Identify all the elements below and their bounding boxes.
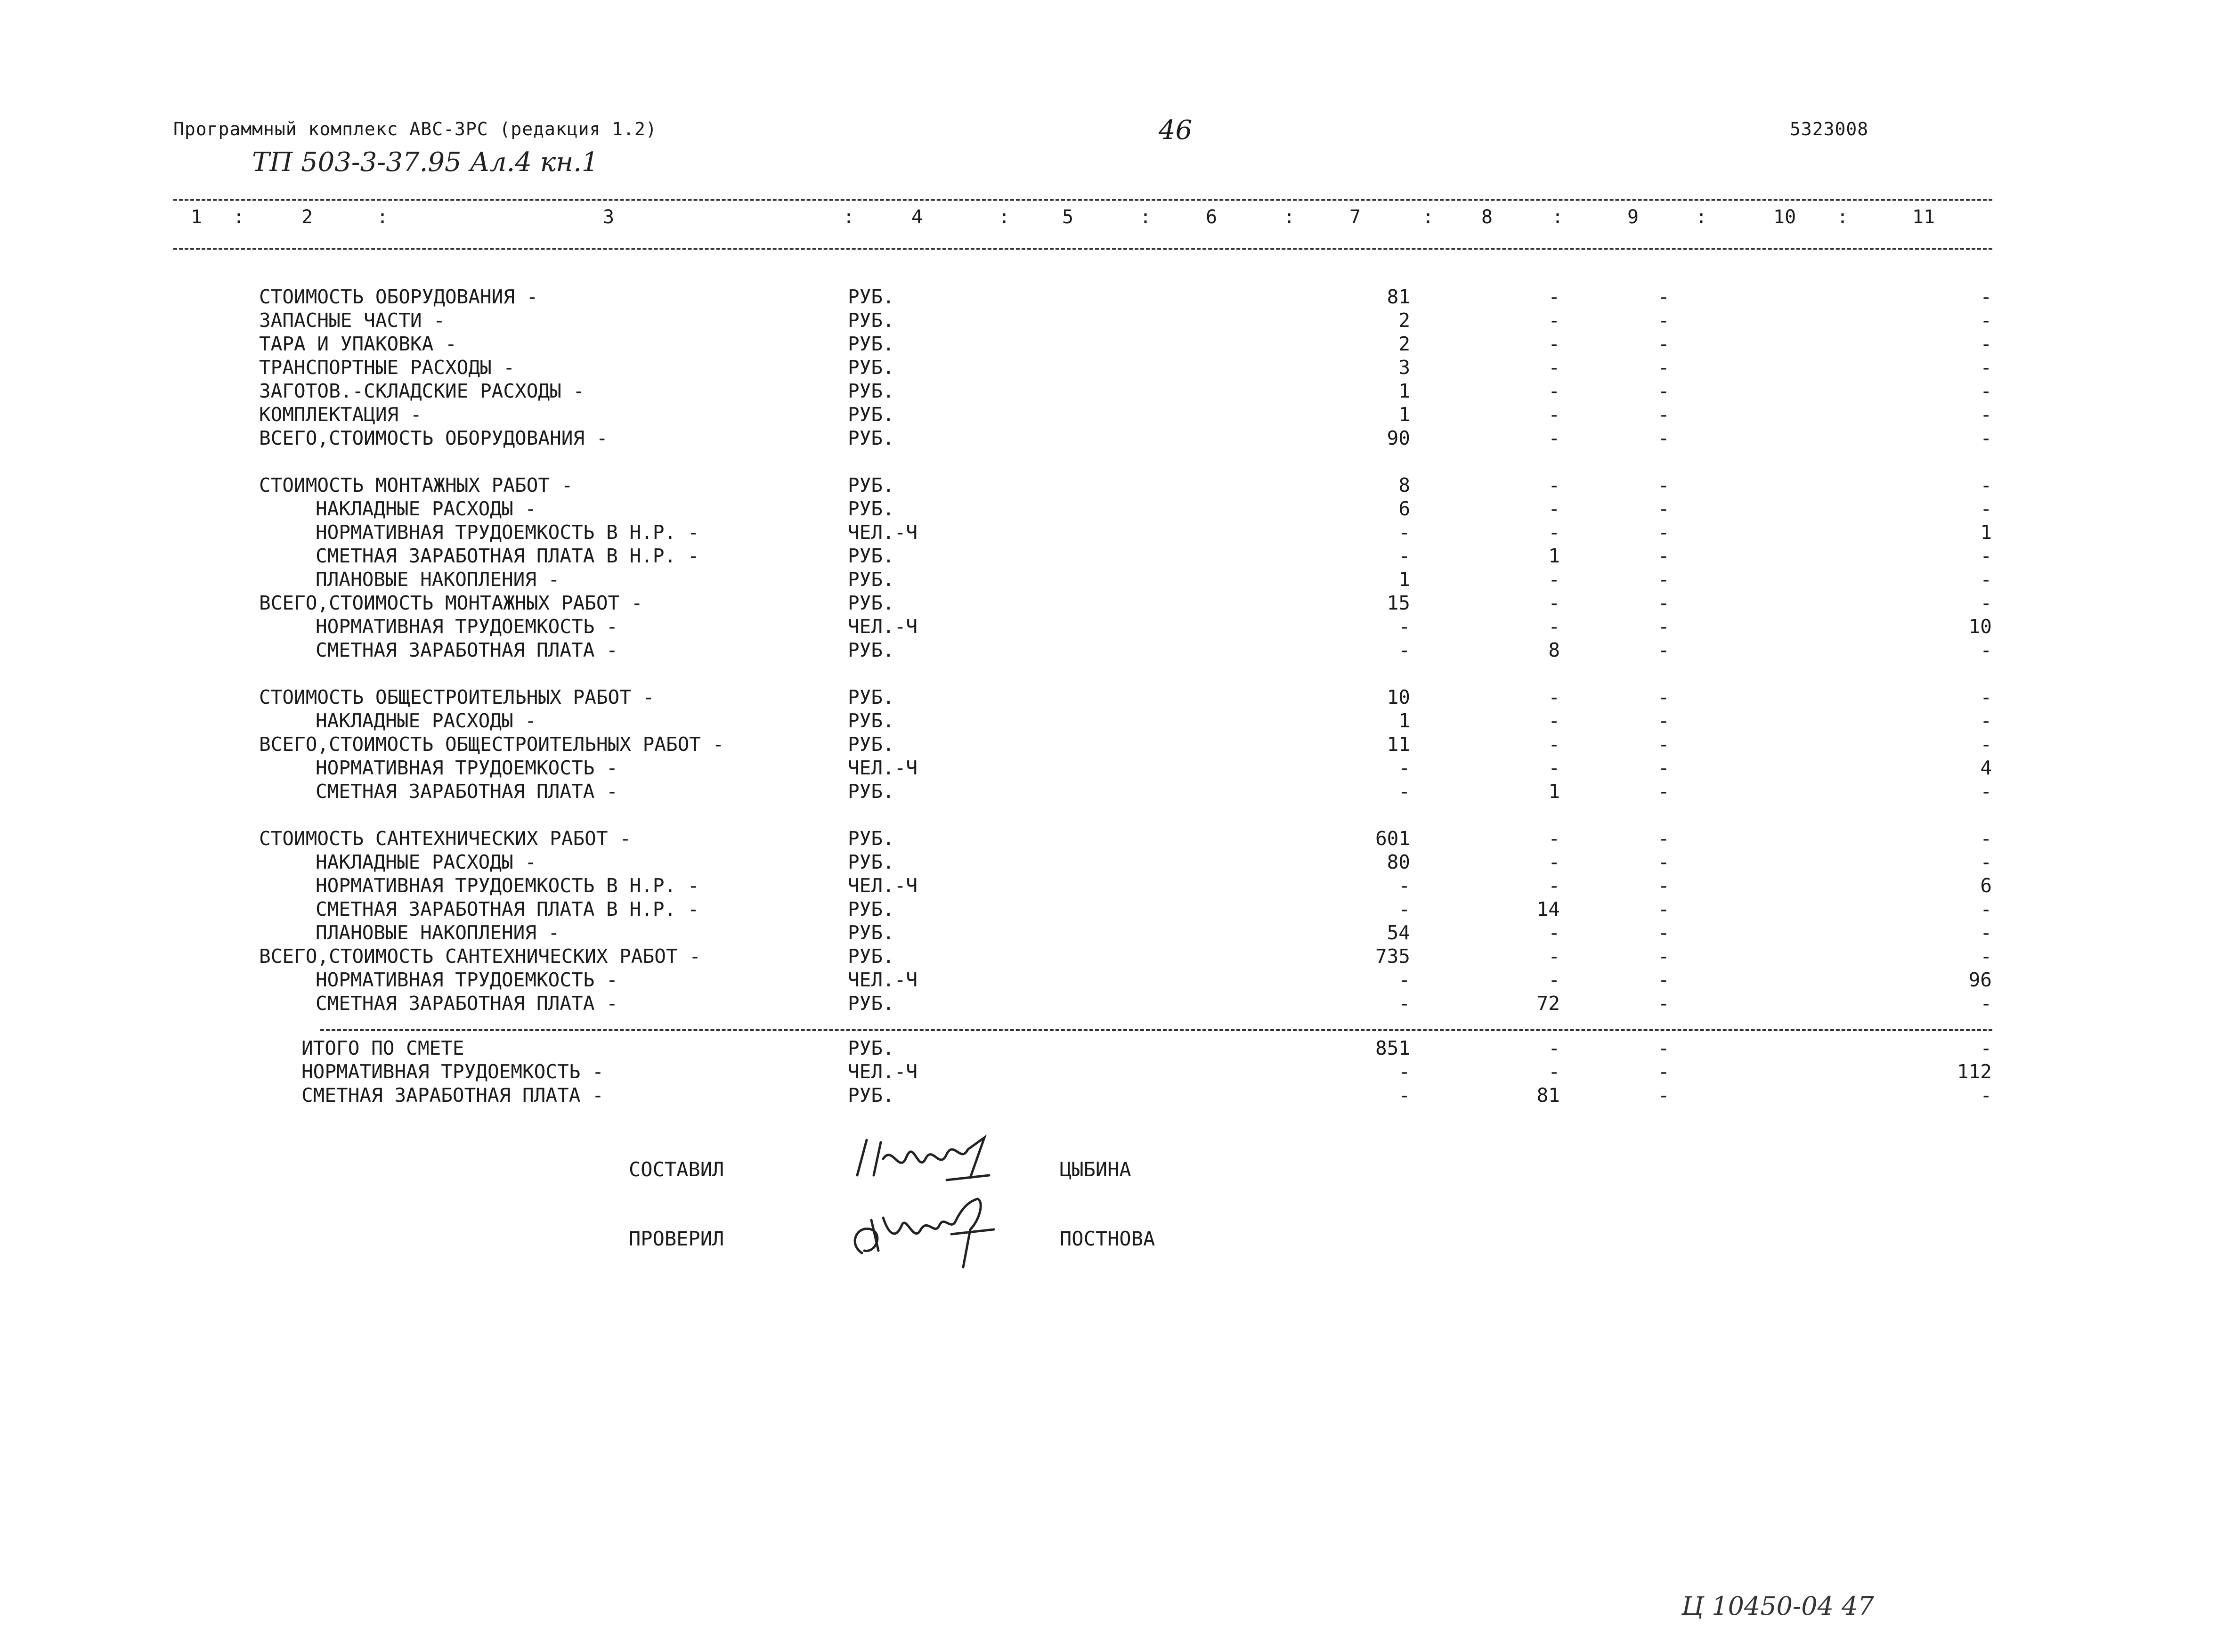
column-separator: : — [233, 206, 245, 228]
col9-value: - — [1658, 380, 1670, 402]
col7-value: - — [1398, 968, 1410, 991]
col7-value: 851 — [1375, 1037, 1410, 1059]
col11-value: - — [1980, 709, 1992, 732]
row-unit: РУБ. — [848, 1084, 894, 1107]
col11-value: - — [1980, 403, 1992, 426]
row-label: ПЛАНОВЫЕ НАКОПЛЕНИЯ - — [316, 921, 560, 944]
col7-value: 54 — [1387, 921, 1410, 944]
col7-value: 1 — [1398, 709, 1410, 732]
column-separator: : — [1422, 206, 1434, 228]
totals-row — [0, 1060, 2225, 1083]
col11-value: - — [1980, 427, 1992, 449]
col7-value: 1 — [1398, 568, 1410, 591]
col9-value: - — [1658, 568, 1670, 591]
checked-by-name: ПОСТНОВА — [1060, 1227, 1155, 1250]
col8-value: - — [1548, 592, 1560, 614]
table-row — [0, 568, 2225, 591]
row-label: СТОИМОСТЬ ОБОРУДОВАНИЯ - — [259, 285, 538, 308]
col7-value: - — [1398, 521, 1410, 544]
col9-value: - — [1658, 709, 1670, 732]
col9-value: - — [1658, 1037, 1670, 1059]
col9-value: - — [1658, 427, 1670, 449]
col7-value: - — [1398, 898, 1410, 920]
row-unit: ЧЕЛ.-Ч — [848, 757, 918, 779]
row-unit: ЧЕЛ.-Ч — [848, 615, 918, 638]
col7-value: - — [1398, 992, 1410, 1015]
col7-value: 8 — [1398, 474, 1410, 496]
col11-value: - — [1980, 639, 1992, 661]
col9-value: - — [1658, 686, 1670, 708]
compiled-signature — [848, 1131, 999, 1194]
col11-value: - — [1980, 780, 1992, 803]
row-unit: РУБ. — [848, 639, 894, 661]
col9-value: - — [1658, 403, 1670, 426]
col8-value: - — [1548, 521, 1560, 544]
column-number: 2 — [301, 206, 313, 228]
col11-value: - — [1980, 333, 1992, 355]
col11-value: - — [1980, 568, 1992, 591]
row-unit: РУБ. — [848, 403, 894, 426]
column-number: 3 — [603, 206, 615, 228]
col11-value: - — [1980, 921, 1992, 944]
col11-value: - — [1980, 474, 1992, 496]
col9-value: - — [1658, 1084, 1670, 1107]
row-label: ТРАНСПОРТНЫЕ РАСХОДЫ - — [259, 356, 515, 379]
col11-value: - — [1980, 733, 1992, 756]
row-label: СТОИМОСТЬ МОНТАЖНЫХ РАБОТ - — [259, 474, 573, 496]
table-row — [0, 897, 2225, 921]
col9-value: - — [1658, 992, 1670, 1015]
col11-value: - — [1980, 1037, 1992, 1059]
col8-value: - — [1548, 945, 1560, 968]
row-label: КОМПЛЕКТАЦИЯ - — [259, 403, 422, 426]
col7-value: 1 — [1398, 380, 1410, 402]
column-separator: : — [1552, 206, 1564, 228]
col9-value: - — [1658, 827, 1670, 850]
col9-value: - — [1658, 968, 1670, 991]
table-row — [0, 944, 2225, 968]
col11-value: - — [1980, 309, 1992, 332]
row-unit: РУБ. — [848, 709, 894, 732]
row-unit: РУБ. — [848, 356, 894, 379]
row-label: СМЕТНАЯ ЗАРАБОТНАЯ ПЛАТА - — [316, 992, 618, 1015]
column-separator: : — [1837, 206, 1849, 228]
col8-value: 14 — [1536, 898, 1560, 920]
row-unit: РУБ. — [848, 545, 894, 567]
table-row — [0, 685, 2225, 709]
col9-value: - — [1658, 898, 1670, 920]
row-label: НАКЛАДНЫЕ РАСХОДЫ - — [316, 709, 536, 732]
row-unit: РУБ. — [848, 780, 894, 803]
col11-value: 4 — [1980, 757, 1992, 779]
table-row — [0, 850, 2225, 874]
row-unit: РУБ. — [848, 945, 894, 968]
table-row — [0, 615, 2225, 638]
col7-value: 80 — [1387, 851, 1410, 873]
col7-value: 6 — [1398, 497, 1410, 520]
totals-row — [0, 1036, 2225, 1060]
col7-value: - — [1398, 639, 1410, 661]
col7-value: - — [1398, 780, 1410, 803]
row-label: СТОИМОСТЬ САНТЕХНИЧЕСКИХ РАБОТ - — [259, 827, 631, 850]
col11-value: 112 — [1957, 1060, 1992, 1083]
row-unit: РУБ. — [848, 686, 894, 708]
row-label: ИТОГО ПО СМЕТЕ — [301, 1037, 464, 1059]
checked-by-label: ПРОВЕРИЛ — [629, 1227, 724, 1250]
row-label: ПЛАНОВЫЕ НАКОПЛЕНИЯ - — [316, 568, 560, 591]
row-unit: ЧЕЛ.-Ч — [848, 521, 918, 544]
row-label: СМЕТНАЯ ЗАРАБОТНАЯ ПЛАТА В Н.Р. - — [316, 545, 699, 567]
col8-value: - — [1548, 921, 1560, 944]
col8-value: - — [1548, 380, 1560, 402]
table-row — [0, 709, 2225, 732]
col8-value: 8 — [1548, 639, 1560, 661]
row-label: НОРМАТИВНАЯ ТРУДОЕМКОСТЬ - — [301, 1060, 604, 1083]
col11-value: 6 — [1980, 874, 1992, 897]
row-unit: РУБ. — [848, 380, 894, 402]
col8-value: - — [1548, 709, 1560, 732]
col7-value: 10 — [1387, 686, 1410, 708]
table-row — [0, 921, 2225, 944]
col11-value: - — [1980, 380, 1992, 402]
column-number: 4 — [911, 206, 923, 228]
row-unit: ЧЕЛ.-Ч — [848, 968, 918, 991]
table-row — [0, 285, 2225, 309]
col11-value: - — [1980, 356, 1992, 379]
col11-value: - — [1980, 497, 1992, 520]
col11-value: - — [1980, 1084, 1992, 1107]
col9-value: - — [1658, 285, 1670, 308]
row-label: НОРМАТИВНАЯ ТРУДОЕМКОСТЬ - — [316, 757, 618, 779]
row-unit: РУБ. — [848, 992, 894, 1015]
table-row — [0, 356, 2225, 379]
column-separator: : — [1696, 206, 1707, 228]
col9-value: - — [1658, 545, 1670, 567]
col9-value: - — [1658, 356, 1670, 379]
column-number: 9 — [1627, 206, 1639, 228]
row-unit: РУБ. — [848, 921, 894, 944]
col7-value: 11 — [1387, 733, 1410, 756]
table-top-rule — [173, 199, 1992, 201]
row-label: ВСЕГО,СТОИМОСТЬ МОНТАЖНЫХ РАБОТ - — [259, 592, 643, 614]
row-unit: РУБ. — [848, 851, 894, 873]
row-label: СМЕТНАЯ ЗАРАБОТНАЯ ПЛАТА - — [316, 780, 618, 803]
totals-row — [0, 1083, 2225, 1107]
col7-value: - — [1398, 1084, 1410, 1107]
row-unit: РУБ. — [848, 497, 894, 520]
row-label: ВСЕГО,СТОИМОСТЬ САНТЕХНИЧЕСКИХ РАБОТ - — [259, 945, 701, 968]
col11-value: - — [1980, 992, 1992, 1015]
col9-value: - — [1658, 474, 1670, 496]
column-number: 6 — [1206, 206, 1218, 228]
col11-value: - — [1980, 285, 1992, 308]
row-unit: РУБ. — [848, 568, 894, 591]
col9-value: - — [1658, 874, 1670, 897]
column-number: 10 — [1773, 206, 1796, 228]
col8-value: - — [1548, 968, 1560, 991]
col9-value: - — [1658, 521, 1670, 544]
table-row — [0, 756, 2225, 780]
col8-value: - — [1548, 309, 1560, 332]
col9-value: - — [1658, 309, 1670, 332]
totals-rule — [320, 1029, 1992, 1031]
row-unit: РУБ. — [848, 333, 894, 355]
table-row — [0, 874, 2225, 897]
col8-value: - — [1548, 827, 1560, 850]
table-row — [0, 473, 2225, 497]
col7-value: - — [1398, 874, 1410, 897]
row-label: ЗАПАСНЫЕ ЧАСТИ - — [259, 309, 445, 332]
col11-value: - — [1980, 851, 1992, 873]
col7-value: 1 — [1398, 403, 1410, 426]
col8-value: - — [1548, 686, 1560, 708]
column-number: 7 — [1349, 206, 1361, 228]
col9-value: - — [1658, 333, 1670, 355]
col7-value: - — [1398, 545, 1410, 567]
column-separator: : — [377, 206, 389, 228]
column-number: 5 — [1062, 206, 1074, 228]
row-unit: РУБ. — [848, 592, 894, 614]
archive-stamp: Ц 10450-04 47 — [1681, 1591, 1874, 1621]
column-separator: : — [1283, 206, 1295, 228]
col8-value: - — [1548, 757, 1560, 779]
row-label: ВСЕГО,СТОИМОСТЬ ОБЩЕСТРОИТЕЛЬНЫХ РАБОТ - — [259, 733, 724, 756]
col11-value: - — [1980, 592, 1992, 614]
table-row — [0, 992, 2225, 1015]
col8-value: - — [1548, 1060, 1560, 1083]
col8-value: - — [1548, 1037, 1560, 1059]
table-row — [0, 426, 2225, 450]
col7-value: 15 — [1387, 592, 1410, 614]
row-unit: РУБ. — [848, 427, 894, 449]
row-unit: РУБ. — [848, 898, 894, 920]
row-label: НОРМАТИВНАЯ ТРУДОЕМКОСТЬ - — [316, 615, 618, 638]
col7-value: - — [1398, 757, 1410, 779]
table-row — [0, 780, 2225, 803]
table-row — [0, 497, 2225, 521]
col8-value: 72 — [1536, 992, 1560, 1015]
table-row — [0, 403, 2225, 426]
row-unit: РУБ. — [848, 474, 894, 496]
col9-value: - — [1658, 497, 1670, 520]
col11-value: - — [1980, 945, 1992, 968]
col7-value: 3 — [1398, 356, 1410, 379]
table-row — [0, 827, 2225, 850]
col7-value: 735 — [1375, 945, 1410, 968]
row-unit: РУБ. — [848, 309, 894, 332]
column-numbers-row — [0, 206, 2225, 235]
col8-value: - — [1548, 615, 1560, 638]
col11-value: 10 — [1968, 615, 1992, 638]
col11-value: - — [1980, 686, 1992, 708]
row-unit: РУБ. — [848, 733, 894, 756]
col7-value: 90 — [1387, 427, 1410, 449]
col9-value: - — [1658, 615, 1670, 638]
col9-value: - — [1658, 592, 1670, 614]
col7-value: - — [1398, 615, 1410, 638]
col7-value: 2 — [1398, 309, 1410, 332]
row-label: ТАРА И УПАКОВКА - — [259, 333, 457, 355]
table-row — [0, 732, 2225, 756]
row-unit: РУБ. — [848, 285, 894, 308]
table-row — [0, 379, 2225, 403]
row-label: НАКЛАДНЫЕ РАСХОДЫ - — [316, 497, 536, 520]
row-label: СТОИМОСТЬ ОБЩЕСТРОИТЕЛЬНЫХ РАБОТ - — [259, 686, 655, 708]
col7-value: 2 — [1398, 333, 1410, 355]
column-separator: : — [843, 206, 855, 228]
row-label: НОРМАТИВНАЯ ТРУДОЕМКОСТЬ - — [316, 968, 618, 991]
col9-value: - — [1658, 851, 1670, 873]
col8-value: - — [1548, 333, 1560, 355]
table-header-rule — [173, 248, 1992, 250]
column-separator: : — [999, 206, 1010, 228]
col8-value: 1 — [1548, 545, 1560, 567]
table-row — [0, 544, 2225, 568]
col8-value: - — [1548, 403, 1560, 426]
page-number: 46 — [1159, 115, 1193, 146]
compiled-by-name: ЦЫБИНА — [1060, 1158, 1131, 1181]
column-separator: : — [1140, 206, 1152, 228]
column-number: 1 — [191, 206, 203, 228]
row-unit: РУБ. — [848, 1037, 894, 1059]
col9-value: - — [1658, 733, 1670, 756]
col11-value: - — [1980, 545, 1992, 567]
col8-value: - — [1548, 568, 1560, 591]
column-number: 11 — [1912, 206, 1935, 228]
document-number: 5323008 — [1790, 119, 1869, 139]
compiled-by-label: СОСТАВИЛ — [629, 1158, 724, 1181]
col8-value: 1 — [1548, 780, 1560, 803]
col8-value: 81 — [1536, 1084, 1560, 1107]
row-label: ЗАГОТОВ.-СКЛАДСКИЕ РАСХОДЫ - — [259, 380, 585, 402]
checked-signature — [843, 1192, 1003, 1274]
col8-value: - — [1548, 851, 1560, 873]
project-code: ТП 503-3-37.95 Ал.4 кн.1 — [252, 147, 599, 178]
col9-value: - — [1658, 639, 1670, 661]
col9-value: - — [1658, 1060, 1670, 1083]
col9-value: - — [1658, 757, 1670, 779]
col9-value: - — [1658, 945, 1670, 968]
column-number: 8 — [1481, 206, 1493, 228]
col8-value: - — [1548, 427, 1560, 449]
col9-value: - — [1658, 921, 1670, 944]
col7-value: 81 — [1387, 285, 1410, 308]
row-label: НОРМАТИВНАЯ ТРУДОЕМКОСТЬ В Н.Р. - — [316, 874, 699, 897]
col8-value: - — [1548, 874, 1560, 897]
col8-value: - — [1548, 474, 1560, 496]
row-unit: РУБ. — [848, 827, 894, 850]
table-row — [0, 521, 2225, 544]
table-row — [0, 968, 2225, 992]
table-row — [0, 638, 2225, 662]
row-label: СМЕТНАЯ ЗАРАБОТНАЯ ПЛАТА В Н.Р. - — [316, 898, 699, 920]
table-row — [0, 332, 2225, 356]
row-label: СМЕТНАЯ ЗАРАБОТНАЯ ПЛАТА - — [301, 1084, 604, 1107]
row-label: ВСЕГО,СТОИМОСТЬ ОБОРУДОВАНИЯ - — [259, 427, 608, 449]
col11-value: 1 — [1980, 521, 1992, 544]
table-row — [0, 309, 2225, 332]
col8-value: - — [1548, 285, 1560, 308]
col8-value: - — [1548, 356, 1560, 379]
program-title: Программный комплекс АВС-3РС (редакция 1.2) — [173, 119, 657, 139]
col11-value: - — [1980, 898, 1992, 920]
col7-value: - — [1398, 1060, 1410, 1083]
col7-value: 601 — [1375, 827, 1410, 850]
row-unit: ЧЕЛ.-Ч — [848, 1060, 918, 1083]
table-row — [0, 591, 2225, 615]
col8-value: - — [1548, 733, 1560, 756]
row-label: НОРМАТИВНАЯ ТРУДОЕМКОСТЬ В Н.Р. - — [316, 521, 699, 544]
row-label: НАКЛАДНЫЕ РАСХОДЫ - — [316, 851, 536, 873]
row-unit: ЧЕЛ.-Ч — [848, 874, 918, 897]
row-label: СМЕТНАЯ ЗАРАБОТНАЯ ПЛАТА - — [316, 639, 618, 661]
col8-value: - — [1548, 497, 1560, 520]
col11-value: - — [1980, 827, 1992, 850]
col11-value: 96 — [1968, 968, 1992, 991]
col9-value: - — [1658, 780, 1670, 803]
